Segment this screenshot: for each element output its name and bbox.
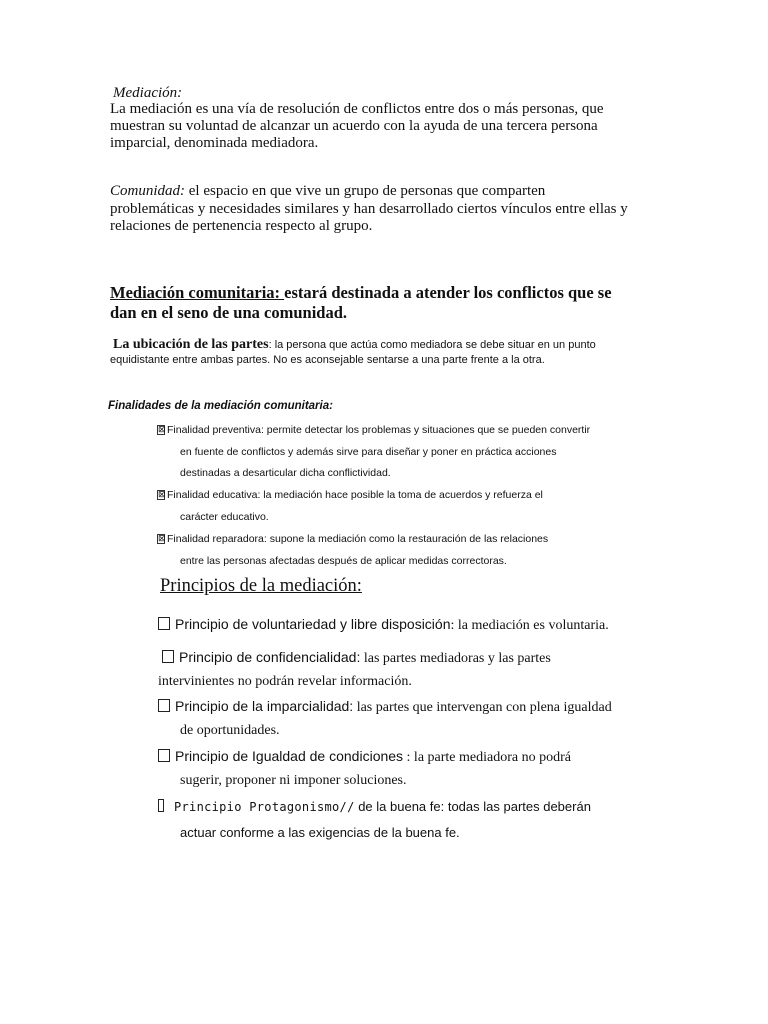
comunidad-line-1	[110, 183, 545, 200]
principio-protagonismo-line-2-text: actuar conforme a las exigencias de la buena fe.	[180, 825, 460, 840]
mediacion-comunitaria-line-1	[110, 283, 612, 303]
mediacion-comunitaria-line-2: dan en el seno de una comunidad.	[110, 303, 348, 322]
principio-confidencialidad-line-2	[158, 669, 412, 694]
checkbox-icon	[158, 699, 170, 712]
finalidad-educativa-line-2: carácter educativo.	[180, 511, 269, 523]
checkbox-icon	[158, 617, 170, 630]
checkbox-icon	[162, 650, 174, 663]
principios-title: Principios de la mediación:	[160, 576, 362, 596]
finalidad-reparadora-line-2: entre las personas afectadas después de aplicar medidas correctoras.	[180, 555, 507, 567]
principio-imparcialidad-text: las partes que intervengan con plena igualdad	[353, 700, 612, 715]
principio-igualdad-text: : la parte mediadora no podrá	[403, 750, 571, 765]
checkbox-icon	[158, 799, 164, 812]
ubicacion-line-2: equidistante entre ambas partes. No es aconsejable sentarse a una parte frente a la otra.	[110, 354, 545, 366]
principio-protagonismo-text: de la buena fe: todas las partes deberán	[354, 799, 591, 814]
finalidad-preventiva-line-2: en fuente de conflictos y además sirve para diseñar y poner en práctica acciones	[180, 446, 557, 458]
principio-confidencialidad-label: Principio de confidencialidad:	[179, 649, 361, 665]
ubicacion-label: La ubicación de las partes	[113, 337, 269, 352]
principio-igualdad-label: Principio de Igualdad de condiciones	[175, 748, 404, 764]
finalidad-preventiva-line-3: destinadas a desarticular dicha conflictividad.	[180, 467, 391, 479]
principio-imparcialidad-line-2-text: de oportunidades.	[180, 723, 280, 738]
finalidad-educativa-text: Finalidad educativa: la mediación hace posible la toma de acuerdos y refuerza el	[167, 489, 543, 501]
mediacion-label: Mediación:	[113, 85, 183, 101]
principio-igualdad	[158, 744, 571, 770]
principio-imparcialidad-label: Principio de la imparcialidad:	[175, 698, 354, 714]
finalidad-educativa	[157, 485, 543, 507]
principio-confidencialidad	[162, 645, 551, 671]
principio-imparcialidad	[158, 694, 612, 720]
finalidades-title: Finalidades de la mediación comunitaria:	[108, 400, 333, 412]
principio-protagonismo-label: Principio Protagonismo//	[174, 800, 355, 814]
comunidad-label: Comunidad:	[110, 183, 185, 199]
principio-protagonismo	[158, 795, 591, 819]
mediacion-line-3: imparcial, denominada mediadora.	[110, 135, 319, 151]
mediacion-line-1: La mediación es una vía de resolución de conflictos entre dos o más personas, que	[110, 101, 604, 117]
checkbox-icon: ⊠	[158, 424, 166, 434]
checkbox-icon	[158, 749, 170, 762]
mediacion-line-2: muestran su voluntad de alcanzar un acuerdo con la ayuda de una tercera persona	[110, 118, 598, 134]
mediacion-comunitaria-text: estará destinada a atender los conflictos que se	[284, 283, 612, 302]
checkbox-icon: ⊠	[158, 489, 166, 499]
mediacion-comunitaria-label: Mediación comunitaria:	[110, 283, 285, 302]
finalidad-preventiva	[157, 420, 590, 442]
ubicacion-text: : la persona que actúa como mediadora se debe situar en un punto	[268, 339, 596, 351]
principio-imparcialidad-line-2	[180, 718, 280, 743]
principio-igualdad-line-2	[180, 768, 407, 793]
principio-protagonismo-line-2	[180, 821, 460, 845]
comunidad-line-2: problemáticas y necesidades similares y han desarrollado ciertos vínculos entre ellas y	[110, 201, 628, 217]
principio-confidencialidad-line-2-text: intervinientes no podrán revelar información.	[158, 674, 412, 689]
principio-igualdad-line-2-text: sugerir, proponer ni imponer soluciones.	[180, 773, 407, 788]
principio-voluntariedad-text: : la mediación es voluntaria.	[450, 618, 609, 633]
finalidad-preventiva-text: Finalidad preventiva: permite detectar los problemas y situaciones que se pueden convertir	[167, 424, 591, 436]
finalidad-reparadora	[157, 529, 548, 551]
principio-voluntariedad-label: Principio de voluntariedad y libre disposición	[175, 616, 451, 632]
principio-confidencialidad-text: las partes mediadoras y las partes	[360, 651, 551, 666]
comunidad-text: el espacio en que vive un grupo de personas que comparten	[185, 183, 546, 199]
checkbox-icon: ⊠	[158, 533, 166, 543]
principio-voluntariedad	[158, 612, 609, 638]
finalidad-reparadora-text: Finalidad reparadora: supone la mediación como la restauración de las relaciones	[167, 533, 549, 545]
comunidad-line-3: relaciones de pertenencia respecto al grupo.	[110, 218, 373, 234]
